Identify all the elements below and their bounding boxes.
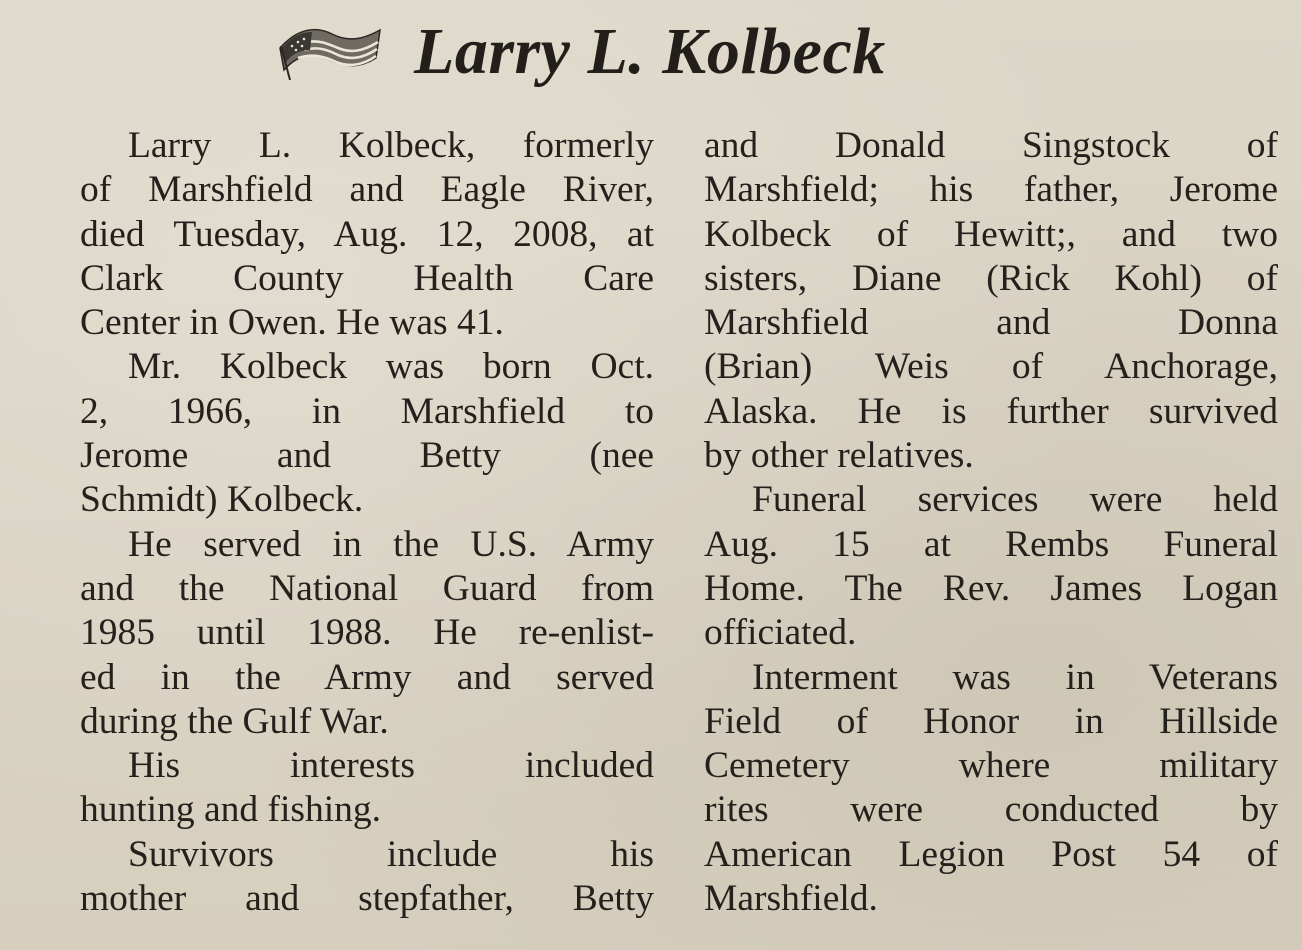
text-line: by other relatives. bbox=[704, 435, 974, 477]
text-line: Mr. Kolbeck was born Oct. bbox=[128, 346, 654, 388]
text-line: His interests included bbox=[128, 745, 654, 787]
text-line: and the National Guard from bbox=[80, 567, 654, 609]
right-text-column bbox=[704, 124, 1278, 921]
text-line: died Tuesday, Aug. 12, 2008, at bbox=[80, 213, 654, 255]
text-line: 1985 until 1988. He re-enlist- bbox=[80, 612, 654, 654]
text-line: 2, 1966, in Marshfield to bbox=[80, 390, 654, 432]
text-line: Interment was in Veterans bbox=[752, 656, 1278, 698]
obituary-title: Larry L. Kolbeck bbox=[414, 15, 886, 88]
text-line: Marshfield and Donna bbox=[704, 302, 1278, 344]
text-line: Survivors include his bbox=[128, 833, 654, 875]
text-line: Marshfield; his father, Jerome bbox=[704, 169, 1278, 211]
text-line: during the Gulf War. bbox=[80, 700, 389, 742]
text-line: Jerome and Betty (nee bbox=[80, 435, 654, 477]
text-line: Clark County Health Care bbox=[80, 257, 654, 299]
text-line: Schmidt) Kolbeck. bbox=[80, 479, 364, 521]
text-line: Field of Honor in Hillside bbox=[704, 700, 1278, 742]
text-line: of Marshfield and Eagle River, bbox=[80, 169, 654, 211]
text-line: Home. The Rev. James Logan bbox=[704, 567, 1278, 609]
text-line: Aug. 15 at Rembs Funeral bbox=[704, 523, 1278, 565]
text-line: American Legion Post 54 of bbox=[704, 833, 1278, 875]
text-line: Funeral services were held bbox=[752, 479, 1278, 521]
american-flag-icon bbox=[278, 18, 382, 82]
left-text-column bbox=[80, 124, 654, 921]
text-line: He served in the U.S. Army bbox=[128, 523, 654, 565]
text-line: and Donald Singstock of bbox=[704, 125, 1278, 166]
text-line: Center in Owen. He was 41. bbox=[80, 302, 504, 344]
text-line: ed in the Army and served bbox=[80, 656, 654, 698]
text-line: sisters, Diane (Rick Kohl) of bbox=[704, 257, 1278, 299]
obituary-header bbox=[0, 0, 1302, 110]
text-line: hunting and fishing. bbox=[80, 789, 382, 831]
text-line: officiated. bbox=[704, 612, 857, 654]
text-line: mother and stepfather, Betty bbox=[80, 878, 654, 920]
text-line: Cemetery where military bbox=[704, 745, 1278, 787]
text-line: (Brian) Weis of Anchorage, bbox=[704, 346, 1278, 388]
text-line: Larry L. Kolbeck, formerly bbox=[128, 125, 654, 166]
text-line: Marshfield. bbox=[704, 878, 878, 920]
text-line: Alaska. He is further survived bbox=[704, 390, 1278, 432]
text-line: Kolbeck of Hewitt;, and two bbox=[704, 213, 1278, 255]
text-line: rites were conducted by bbox=[704, 789, 1278, 831]
